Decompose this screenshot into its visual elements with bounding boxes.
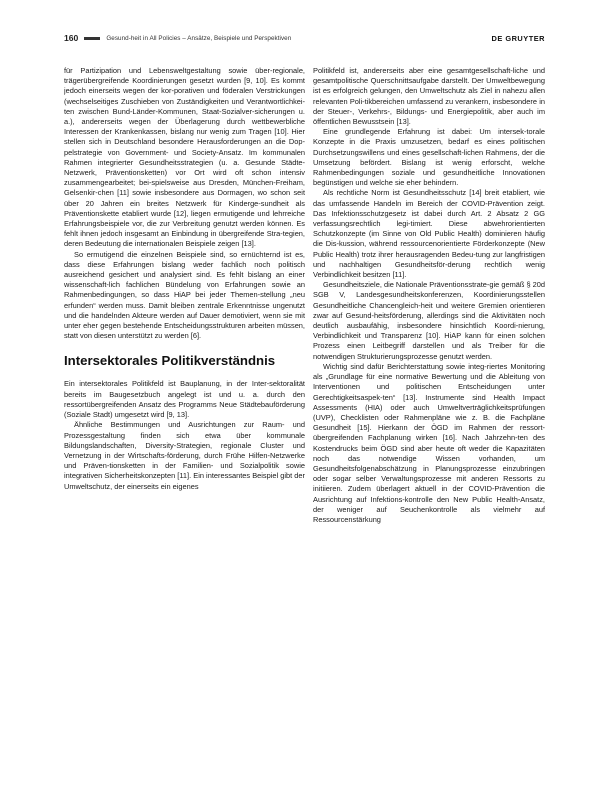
paragraph: Ähnliche Bestimmungen und Ausrichtungen zur Raum- und Prozessgestaltung finden sich etwa über kommunale Bildungslandschaften, Diversity-Strategien, regionale Cluster und Vernetzung in der Wirtschafts-förderung, durch Frühe Hilfen-Netzwerke und Präven-tionsketten in der Familien- und Sozialpolitik sowie integrativen Sicherheitskonzepten [11]. Ein interessantes Beispiel gibt der Umweltschutz, der einerseits ein eigenes [64,420,305,491]
publisher-logo: DE GRUYTER [491,33,545,43]
paragraph: Als rechtliche Norm ist Gesundheitsschutz [14] breit etabliert, wie das umfassende Handeln im Bereich der COVID-Prävention zeigt. Das Infektionsschutzgesetz ist dabei durch Art. 2 Absatz 2 GG verfassungsrechtlich legi-timiert. Diese abwehrorientierten Schutzkonzepte (im Sinne von Old Public Health) dominieren häufig die Dis-kussion, während ressourcenorientierte Förderkonzepte (New Public Health) trotz ihrer herausragenden Bedeu-tung zur langfristigen und nachhaltigen Gesundheitsför-derung rechtlich wenig Verbindlichkeit besitzen [11]. [313,188,545,280]
page-header [64,31,545,45]
running-title: Gesund-heit in All Policies – Ansätze, Beispiele und Perspektiven [106,34,292,42]
paragraph: So ermutigend die einzelnen Beispiele sind, so ernüchternd ist es, dass diese Erfahrungen bislang weder fachlich noch politisch ausreichend gesichert und analysiert sind. Es fehlt bislang an einer wissenschaft-lich fachlichen Bündelung von Erfahrungen sowie an Rahmenbedingungen, so dass HiAP bei jeder Themen-stellung „neu erfunden“ werden muss. Damit bleiben zentrale Erkenntnisse ungenutzt und die handelnden Akteure werden auf Dauer demotiviert, wenn sie mit unter eher gegen bestehende Entscheidungsstrukturen arbeiten müssen, statt von diesen unterstützt zu werden [6]. [64,249,305,341]
paragraph: für Partizipation und Lebensweltgestaltung sowie über-regionale, trägerübergreifende Koordinierungen gesetzt wurden [9, 10]. Es kommt jedoch einerseits wegen der kor-porativen und föderalen Verstrickungen (wechselseitiges Zuschieben von Zuständigkeiten und Verantwortlichkei-ten zwischen Bund-Länder-Kommunen, Staat-Sozialver-sicherungen u. a.), andererseits wegen der Überlagerung durch wettbewerbliche Interessen der Krankenkassen, bislang nur wenig zum Tragen [10]. Hier stellen sich in Deutschland besondere Herausforderungen an die Dop-pelstrategie von Government- und Society-Ansatz. Im kommunalen Rahmen integrierter Gesundheitsstrategien (u. a. Gesunde Städte-Netzwerk, Präventionsketten) vor Ort wird oft schon intensiv zusammengearbeitet; bei-spielsweise aus Dresden, München-Freiham, Gelsenkir-chen [11] sowie insbesondere aus Dormagen, wo schon seit über 20 Jahren ein breites Netzwerk für Kinderge-sundheit als Präventionskette etabliert wurde [12], liegen ermutigende und lehrreiche Erfahrungsbeispiele vor, die zur Verbreitung genutzt werden können. Es fehlt ihnen jedoch insgesamt an Einbindung in übergreifende Stra-tegien, deren Bedeutung die internationalen Beispiele zeigen [13]. [64,66,305,249]
paragraph: Gesundheitsziele, die Nationale Präventionsstrate-gie gemäß § 20d SGB V, Landesgesundheitskonferenzen, Koordinierungsstellen Gesundheitliche Chancengleich-heit und weitere Gremien orientieren zwar auf Gesund-heitsförderung, allerdings sind die Aktivitäten noch deutlich ausbaufähig, insbesondere hinsichtlich Koordi-nierung, Verbindlichkeit und Transparenz [10]. HiAP kann für einen solchen Prozess einen Leitbegriff darstellen und als Treiber für die notwendigen Strukturierungsprozesse genutzt werden. [313,280,545,361]
paragraph: Eine grundlegende Erfahrung ist dabei: Um intersek-torale Konzepte in die Praxis umzusetzen, bedarf es eines politischen Durchsetzungswillens und eines gesellschaft-lichen Rahmens, der die Umsetzung befördert. Bislang ist wenig erforscht, welche Rahmenbedingungen soziale und gesundheitliche Innovationen begünstigen und welche sie eher behindern. [313,127,545,188]
section-heading: Intersektorales Politikverständnis [64,353,276,369]
header-rule [84,37,100,40]
left-column [64,66,305,766]
page-number: 160 [64,33,79,43]
paragraph: Ein intersektorales Politikfeld ist Bauplanung, in der Inter-sektoralität bereits im Baugesetzbuch angelegt ist und u. a. durch den ressortübergreifenden Ansatz des Programms Neue Städtebauförderung (Soziale Stadt) umgesetzt wird [9, 13]. [64,379,305,420]
paragraph: Wichtig sind dafür Berichterstattung sowie integ-riertes Monitoring als „Grundlage für eine normative Bewertung und die Ableitung von Interventionen und politischen Entscheidungen unter Gerechtigkeitsaspek-ten“ [13]. Instrumente sind Health Impact Assessments (HIA) oder auch Umweltverträglichkeitsprüfungen (UVP), Checklisten oder Rahmenpläne wie z. B. die Fachpläne Gesundheit [15]. Hierkann der ÖGD im Rahmen der ressort-übergreifenden Fachplanung wirken [16]. Nach Jahrzehn-ten des Kostendrucks beim ÖGD sind aber heute oft weder die Kapazitäten noch das notwendige Wissen vorhanden, um Gesundheitsfolgenabschätzung in Planungsprozesse einzubringen oder sogar selber Verwaltungsprozesse mit anderen Ressorts zu initiieren. Zudem überlagert aktuell in der COVID-Prävention die Ausrichtung auf Infektions-kontrolle den New Public Health-Ansatz, der weniger auf Seuchenkontrolle als vielmehr auf Ressourcenstärkung [313,361,545,524]
paragraph: Politikfeld ist, andererseits aber eine gesamtgesellschaft-liche und gesamtpolitische Querschnittsaufgabe darstellt. Der Umweltbewegung ist es erfolgreich gelungen, den Umweltschutz als Ziel in nahezu allen relevanten Poli-tikbereichen umfassend zu verankern, insbesondere in der Steuer-, Verkehrs-, Bildungs- und Energiepolitik, aber auch im öffentlichen Bewusstsein [13]. [313,66,545,127]
right-column [313,66,545,766]
